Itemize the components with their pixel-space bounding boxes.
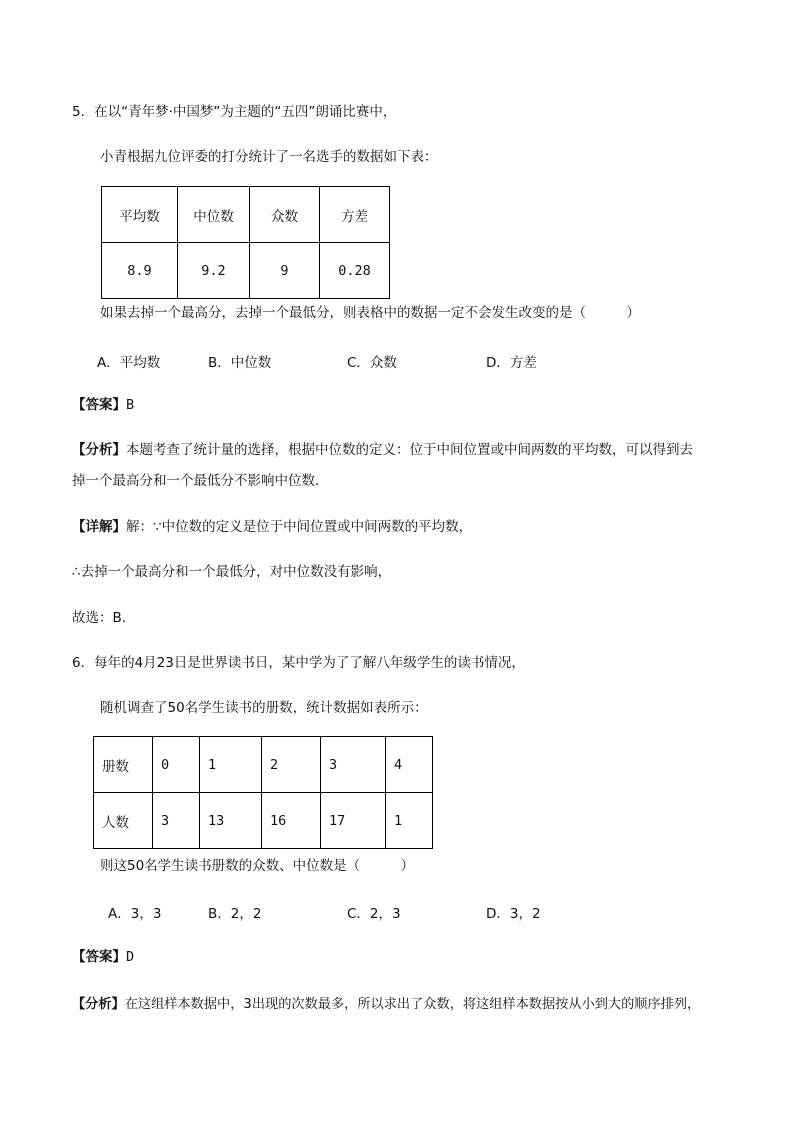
q6-intro: 随机调查了50名学生读书的册数，统计数据如表所示： — [100, 700, 428, 716]
table-header-cell: 众数 — [250, 187, 320, 243]
q5-answer — [72, 396, 134, 414]
table-cell: 0 — [153, 737, 200, 793]
analysis-label: 【分析】 — [72, 997, 125, 1012]
table-cell: 4 — [386, 737, 433, 793]
analysis-label: 【分析】 — [72, 442, 126, 458]
q6-books-table — [93, 736, 433, 849]
table-cell: 9.2 — [178, 243, 250, 299]
answer-label: 【答案】 — [72, 949, 126, 965]
answer-label: 【答案】 — [72, 397, 126, 413]
detail-text: 解：∵中位数的定义是位于中间位置或中间两数的平均数， — [126, 519, 473, 535]
q5-option-c: C．众数 — [347, 355, 397, 371]
table-header-cell: 人数 — [94, 793, 153, 849]
table-header-cell: 方差 — [320, 187, 390, 243]
table-cell: 1 — [386, 793, 433, 849]
table-cell: 3 — [153, 793, 200, 849]
table-cell: 0.28 — [320, 243, 390, 299]
q5-option-d: D．方差 — [486, 355, 537, 371]
q6-option-d: D．3，2 — [486, 906, 541, 922]
answer-value: B — [126, 397, 135, 413]
q6-title: 6．每年的4月23日是世界读书日，某中学为了了解八年级学生的读书情况， — [72, 655, 525, 671]
q5-analysis-line2: 掉一个最高分和一个最低分不影响中位数． — [72, 473, 329, 489]
detail-label: 【详解】 — [72, 519, 126, 535]
q5-detail-line2: ∴去掉一个最高分和一个最低分，对中位数没有影响， — [72, 564, 392, 580]
table-cell: 13 — [200, 793, 262, 849]
q6-answer — [72, 948, 134, 966]
table-header-cell: 平均数 — [102, 187, 178, 243]
q5-detail-line1 — [72, 518, 472, 536]
table-row — [102, 243, 390, 299]
q6-analysis-line1 — [72, 996, 700, 1014]
table-cell: 2 — [262, 737, 321, 793]
table-row — [94, 793, 433, 849]
q5-option-a: A．平均数 — [97, 355, 161, 371]
q6-question: 则这50名学生读书册数的众数、中位数是（ ） — [100, 858, 415, 874]
q6-option-b: B．2，2 — [208, 906, 262, 922]
table-cell: 9 — [250, 243, 320, 299]
answer-value: D — [126, 949, 135, 965]
table-cell: 16 — [262, 793, 321, 849]
q6-option-c: C．2，3 — [347, 906, 401, 922]
q5-analysis-line1 — [72, 441, 693, 459]
table-row — [102, 187, 390, 243]
q5-question: 如果去掉一个最高分，去掉一个最低分，则表格中的数据一定不会发生改变的是（ ） — [100, 305, 640, 321]
table-cell: 8.9 — [102, 243, 178, 299]
analysis-text: 本题考查了统计量的选择，根据中位数的定义：位于中间位置或中间两数的平均数，可以得到去 — [126, 442, 693, 458]
table-header-cell: 中位数 — [178, 187, 250, 243]
q5-stats-table — [101, 186, 390, 299]
analysis-text: 在这组样本数据中，3出现的次数最多，所以求出了众数，将这组样本数据按从小到大的顺序排列， — [124, 997, 701, 1012]
q5-intro: 小青根据九位评委的打分统计了一名选手的数据如下表： — [100, 149, 438, 165]
table-row — [94, 737, 433, 793]
table-header-cell: 册数 — [94, 737, 153, 793]
q6-option-a: A．3，3 — [108, 906, 162, 922]
table-cell: 1 — [200, 737, 262, 793]
table-cell: 17 — [321, 793, 386, 849]
q5-title: 5．在以“青年梦·中国梦”为主题的“五四”朗诵比赛中， — [72, 104, 397, 120]
q5-detail-line3: 故选：B． — [72, 610, 136, 626]
q5-option-b: B．中位数 — [208, 355, 272, 371]
table-cell: 3 — [321, 737, 386, 793]
